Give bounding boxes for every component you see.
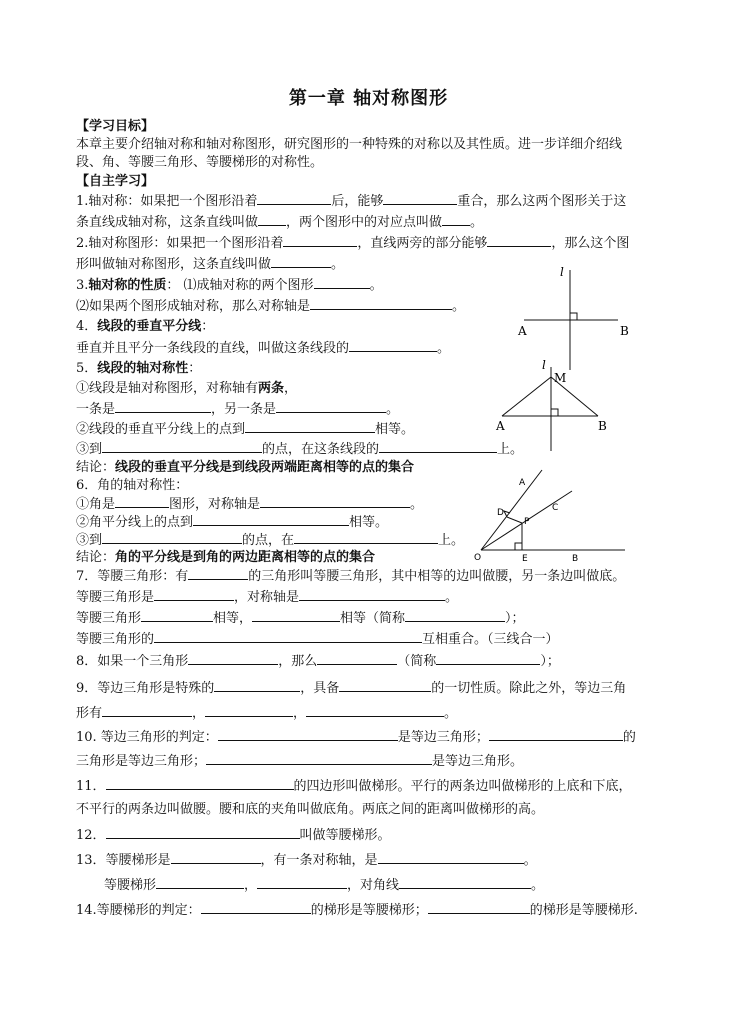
q2-line1 xyxy=(76,234,629,253)
q7-text: 相等（简称 xyxy=(340,611,406,626)
q10-line1 xyxy=(76,728,636,747)
goals-text-2: 段、角、等腰三角形、等腰梯形的对称性。 xyxy=(76,155,324,170)
q5-text: 上。 xyxy=(497,442,524,457)
q7-text: 相等， xyxy=(213,611,253,626)
q6-text: ②角平分线上的点到 xyxy=(76,515,194,530)
answer-blank[interactable] xyxy=(260,495,410,508)
q14-line xyxy=(76,901,638,920)
q6-text: 。 xyxy=(410,497,424,512)
q5-heading xyxy=(76,360,201,378)
q13-text: 等腰梯形 xyxy=(104,878,157,893)
answer-blank[interactable] xyxy=(436,652,540,665)
q6-heading: 6．角的轴对称性： xyxy=(76,478,189,493)
q13-line1 xyxy=(76,851,537,870)
q14-text: 14.等腰梯形的判定： xyxy=(76,903,201,918)
heading-self-study: 【自主学习】 xyxy=(76,174,155,189)
answer-blank[interactable] xyxy=(314,276,370,289)
q9-text: 。 xyxy=(444,706,458,721)
q11-text: 的四边形叫做梯形。平行的两条边叫做梯形的上底和下底， xyxy=(293,779,632,794)
label-a: A xyxy=(496,419,505,433)
q7-line4 xyxy=(76,630,559,649)
q7-text: 互相重合。（三线合一） xyxy=(422,632,559,647)
triangle-side-am xyxy=(502,377,551,416)
q6-text: 上。 xyxy=(438,533,465,548)
q6-text: ①角是 xyxy=(76,497,116,512)
q3-text: 。 xyxy=(369,278,383,293)
q8-text: 8．如果一个三角形 xyxy=(76,654,189,669)
answer-blank[interactable] xyxy=(188,652,278,665)
q1-text: 后，能够 xyxy=(331,194,384,209)
answer-blank[interactable] xyxy=(245,420,375,433)
q7-text: ）； xyxy=(505,611,525,626)
q5-text: ③到 xyxy=(76,442,103,457)
q5-text: 相等。 xyxy=(375,422,415,437)
answer-blank[interactable] xyxy=(205,704,293,717)
q9-text: 9．等边三角形是特殊的 xyxy=(76,681,215,696)
answer-blank[interactable] xyxy=(339,679,431,692)
q7-text: 等腰三角形是 xyxy=(76,590,155,605)
answer-blank[interactable] xyxy=(257,192,331,205)
q14-text: 的梯形是等腰梯形. xyxy=(529,903,638,918)
q4-title: 线段的垂直平分线 xyxy=(97,319,202,334)
label-b: B xyxy=(598,419,607,433)
label-b: B xyxy=(620,324,629,338)
answer-blank[interactable] xyxy=(214,679,300,692)
q4-colon: ： xyxy=(201,319,215,334)
answer-blank[interactable] xyxy=(258,213,286,226)
answer-blank[interactable] xyxy=(442,213,470,226)
q7-line3 xyxy=(76,609,525,628)
conclusion-label: 结论： xyxy=(76,550,116,565)
figure-angle-bisector xyxy=(470,465,630,565)
conclusion-text: 线段的垂直平分线是到线段两端距离相等的点的集合 xyxy=(115,460,415,475)
q6-text: 相等。 xyxy=(349,515,389,530)
answer-blank[interactable] xyxy=(405,609,505,622)
label-b: B xyxy=(572,554,579,564)
q2-text: 形叫做轴对称图形，这条直线叫做 xyxy=(76,257,272,272)
page-title: 第一章 轴对称图形 xyxy=(288,88,449,109)
q7-text: 等腰三角形 xyxy=(76,611,142,626)
answer-blank[interactable] xyxy=(154,588,234,601)
answer-blank[interactable] xyxy=(487,234,551,247)
q5-text: 的点，在这条线段的 xyxy=(262,442,380,457)
q5-number: 5． xyxy=(76,361,98,376)
q10-text: 是等边三角形。 xyxy=(432,754,524,769)
answer-blank[interactable] xyxy=(171,851,261,864)
answer-blank[interactable] xyxy=(156,876,244,889)
q2-text: 。 xyxy=(331,257,345,272)
q10-text: 10. 等边三角形的判定： xyxy=(76,730,218,745)
label-d: D xyxy=(497,508,504,518)
answer-blank[interactable] xyxy=(206,752,432,765)
q12-text: 12． xyxy=(76,828,106,843)
label-m: M xyxy=(554,371,567,385)
right-angle-mark xyxy=(515,543,522,550)
answer-blank[interactable] xyxy=(102,440,262,453)
q5-conclusion xyxy=(76,459,414,477)
q10-line2 xyxy=(76,752,523,771)
q11-line2: 不平行的两条边叫做腰。腰和底的夹角叫做底角。两底之间的距离叫做梯形的高。 xyxy=(76,802,545,817)
answer-blank[interactable] xyxy=(379,440,497,453)
q9-text: 的一切性质。除此之外，等边三角 xyxy=(431,681,627,696)
q9-line1 xyxy=(76,679,626,698)
q12-line xyxy=(76,826,391,845)
q1-line2 xyxy=(76,213,483,232)
q11-text: 11． xyxy=(76,779,106,794)
q6-text: 图形，对称轴是 xyxy=(169,497,261,512)
answer-blank[interactable] xyxy=(294,531,438,544)
label-l: l xyxy=(560,265,564,279)
answer-blank[interactable] xyxy=(317,652,397,665)
q3-text: ： ⑴成轴对称的两个图形 xyxy=(166,278,314,293)
heading-goals: 【学习目标】 xyxy=(76,119,155,134)
answer-blank[interactable] xyxy=(257,876,347,889)
label-e: E xyxy=(522,554,528,564)
q1-line1 xyxy=(76,192,626,211)
q5-text: ②线段的垂直平分线上的点到 xyxy=(76,422,246,437)
q12-text: 叫做等腰梯形。 xyxy=(299,828,391,843)
answer-blank[interactable] xyxy=(154,630,422,643)
conclusion-text: 角的平分线是到角的两边距离相等的点的集合 xyxy=(115,550,376,565)
answer-blank[interactable] xyxy=(115,400,211,413)
q5-bold-text: 两条 xyxy=(258,381,285,396)
answer-blank[interactable] xyxy=(201,901,311,914)
perpendicular-pd xyxy=(507,517,522,523)
answer-blank[interactable] xyxy=(106,826,300,839)
q4-line xyxy=(76,339,450,358)
q10-text: 的 xyxy=(622,730,636,745)
answer-blank[interactable] xyxy=(399,876,531,889)
q7-text: 等腰三角形的 xyxy=(76,632,155,647)
answer-blank[interactable] xyxy=(141,609,213,622)
q2-text: 2.轴对称图形：如果把一个图形沿着 xyxy=(76,236,284,251)
answer-blank[interactable] xyxy=(378,851,524,864)
q13-text: ，对角线 xyxy=(347,878,400,893)
q7-text: 。 xyxy=(445,590,459,605)
figure-isosceles-triangle xyxy=(492,355,632,455)
label-a: A xyxy=(518,324,527,338)
q7-text: 7．等腰三角形：有 xyxy=(76,569,189,584)
answer-blank[interactable] xyxy=(102,704,192,717)
q10-text: 是等边三角形； xyxy=(397,730,489,745)
q5-text: ， xyxy=(284,381,298,396)
answer-blank[interactable] xyxy=(306,704,444,717)
q5-text: ①线段是轴对称图形，对称轴有 xyxy=(76,381,259,396)
q10-text: 三角形是等边三角形； xyxy=(76,754,207,769)
q4-text: 垂直并且平分一条线段的直线，叫做这条线段的 xyxy=(76,341,350,356)
q5-text: ，另一条是 xyxy=(211,402,277,417)
answer-blank[interactable] xyxy=(276,400,386,413)
q13-text: 。 xyxy=(531,878,545,893)
q5-text: 。 xyxy=(386,402,400,417)
q13-text: ， xyxy=(244,878,258,893)
q6-row3 xyxy=(76,531,464,550)
q3-line1 xyxy=(76,276,383,295)
label-p: P xyxy=(524,517,530,527)
q1-text: 1.轴对称：如果把一个图形沿着 xyxy=(76,194,258,209)
q9-text: ， xyxy=(192,706,206,721)
q6-text: 的点，在 xyxy=(242,533,295,548)
q6-row2 xyxy=(76,513,388,532)
right-angle-mark xyxy=(504,511,510,517)
answer-blank[interactable] xyxy=(283,234,357,247)
q9-text: ， xyxy=(293,706,307,721)
q7-text: 的三角形叫等腰三角形，其中相等的边叫做腰，另一条边叫做底。 xyxy=(248,569,626,584)
answer-blank[interactable] xyxy=(218,728,398,741)
label-c: C xyxy=(552,503,559,513)
right-angle-mark xyxy=(570,313,577,320)
q1-text: 重合，那么这两个图形关于这 xyxy=(457,194,627,209)
q14-text: 的梯形是等腰梯形； xyxy=(310,903,428,918)
q3-text: 。 xyxy=(452,299,466,314)
q5-row3 xyxy=(76,420,414,439)
q5-text: 一条是 xyxy=(76,402,116,417)
q1-text: 。 xyxy=(470,215,484,230)
q6-text: ③到 xyxy=(76,533,103,548)
q9-text: ，具备 xyxy=(300,681,340,696)
q5-row4 xyxy=(76,440,523,459)
answer-blank[interactable] xyxy=(115,495,169,508)
label-l: l xyxy=(542,358,546,372)
goals-text-1: 本章主要介绍轴对称和轴对称图形，研究图形的一种特殊的对称以及其性质。进一步详细介绍线 xyxy=(76,137,623,152)
q13-text: 。 xyxy=(523,853,537,868)
q13-text: ，有一条对称轴，是 xyxy=(260,853,378,868)
q7-line1 xyxy=(76,567,625,586)
right-angle-mark xyxy=(551,409,558,416)
q8-text: ，那么 xyxy=(278,654,318,669)
q3-heading: 轴对称的性质 xyxy=(88,278,167,293)
answer-blank[interactable] xyxy=(383,192,457,205)
q5-title: 线段的轴对称性 xyxy=(97,361,189,376)
answer-blank[interactable] xyxy=(299,588,445,601)
label-a: A xyxy=(519,478,526,488)
q11-line1 xyxy=(76,777,632,796)
q9-text: 形有 xyxy=(76,706,103,721)
q9-line2 xyxy=(76,704,457,723)
answer-blank[interactable] xyxy=(193,513,349,526)
q2-line2 xyxy=(76,255,344,274)
q2-text: ，那么这个图 xyxy=(551,236,630,251)
answer-blank[interactable] xyxy=(489,728,623,741)
q4-heading xyxy=(76,318,214,336)
q4-number: 4． xyxy=(76,319,98,334)
q1-text: 条直线成轴对称，这条直线叫做 xyxy=(76,215,259,230)
q7-line2 xyxy=(76,588,458,607)
q5-colon: ： xyxy=(188,361,202,376)
conclusion-label: 结论： xyxy=(76,460,116,475)
q8-text: ）； xyxy=(540,654,560,669)
answer-blank[interactable] xyxy=(106,777,294,790)
answer-blank[interactable] xyxy=(102,531,242,544)
answer-blank[interactable] xyxy=(349,339,437,352)
q3-line2 xyxy=(76,297,465,316)
q5-row1 xyxy=(76,380,297,398)
q5-row2 xyxy=(76,400,399,419)
q13-text: 13．等腰梯形是 xyxy=(76,853,171,868)
q4-text: 。 xyxy=(437,341,451,356)
q8-line xyxy=(76,652,560,671)
q6-conclusion xyxy=(76,549,375,567)
q13-line2 xyxy=(104,876,544,895)
answer-blank[interactable] xyxy=(188,567,248,580)
answer-blank[interactable] xyxy=(310,297,452,310)
q6-row1 xyxy=(76,495,423,514)
answer-blank[interactable] xyxy=(252,609,340,622)
label-o: O xyxy=(474,553,482,563)
answer-blank[interactable] xyxy=(428,901,530,914)
answer-blank[interactable] xyxy=(271,255,331,268)
q8-text: （简称 xyxy=(397,654,437,669)
q3-text: ⑵如果两个图形成轴对称，那么对称轴是 xyxy=(76,299,311,314)
q1-text: ，两个图形中的对应点叫做 xyxy=(286,215,443,230)
q2-text: ，直线两旁的部分能够 xyxy=(357,236,488,251)
q3-number: 3. xyxy=(76,278,89,293)
q7-text: ，对称轴是 xyxy=(234,590,300,605)
angle-ray-oa xyxy=(481,470,542,550)
